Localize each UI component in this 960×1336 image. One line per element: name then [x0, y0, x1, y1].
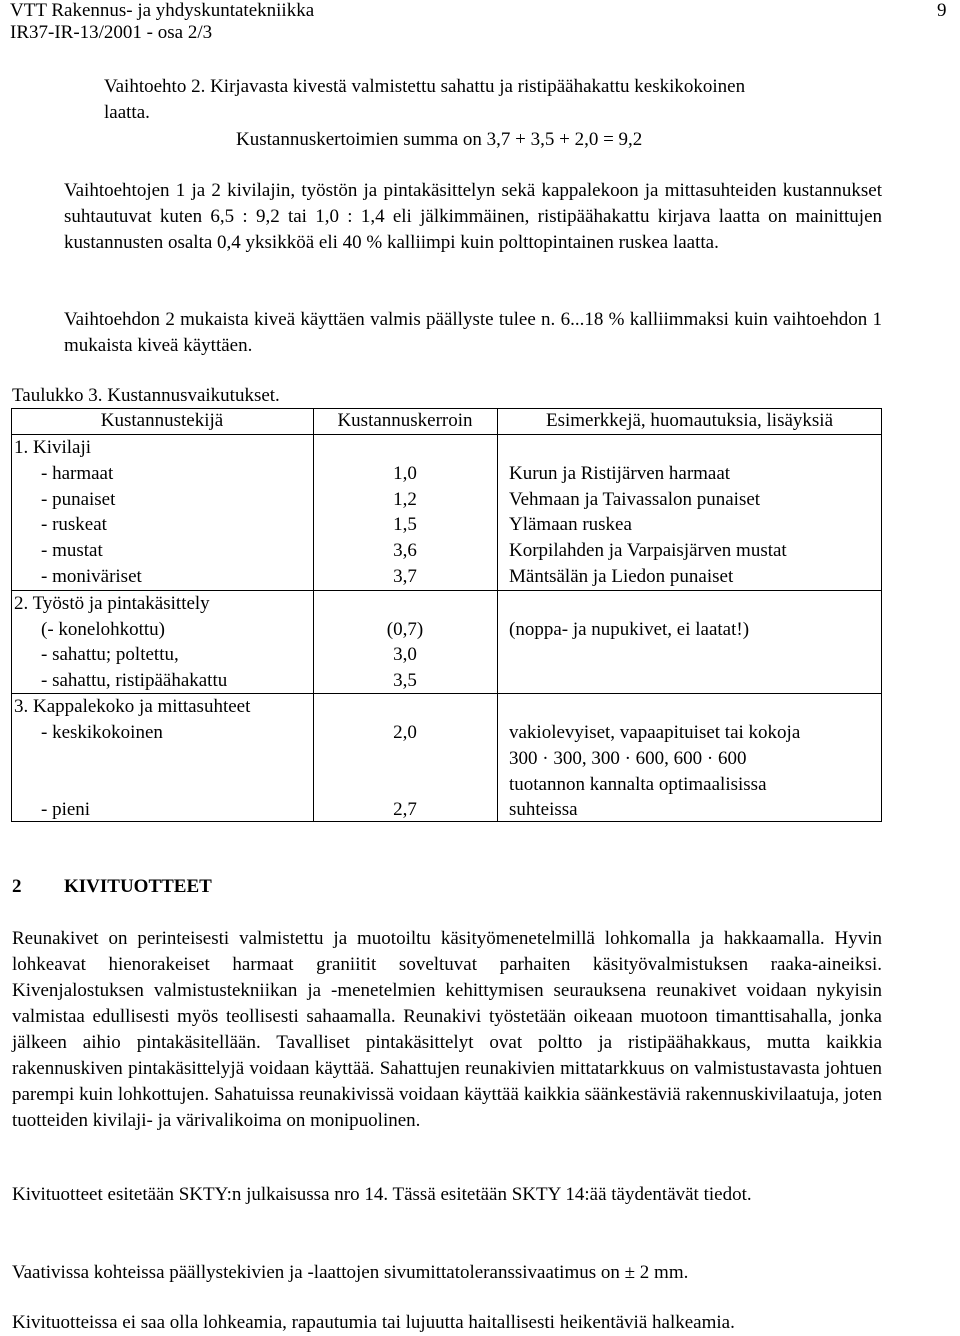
table-header-examples: Esimerkkejä, huomautuksia, lisäyksiä [545, 410, 834, 431]
section-paragraph-edge-stones: Reunakivet on perinteisesti valmistettu ja muotoiltu käsityömenetelmillä lohkomalla ja hakkaamalla. Hyvin lohkeavat hienorakeiset harmaat graniitit soveltuvat parhaiten käsityövalmistuksen raaka-aineiksi. Kivenjalostuksen valmistustekniikan ja -menetelmien kehittymisen seurauksena reunakivet voidaan nykyisin valmistaa edullisesti myös teollisesti sahaamalla. Reunakivi työstetään oikeaan muotoon timanttisahalla, jonka jälkeen aihio pintakäsitellään. Tavalliset pintakäsittelyt ovat poltto ja ristipäähakkaus, mutta kaikkia rakennuskiven pintakäsittelyjä voidaan käyttää. Sahattujen reunakivien mittatarkkuus on valmistustavasta johtuen parempi kuin lohkottujen. Sahatuissa reunakivissä voidaan käyttää kaikkia säänkestäviä rakennuskivilaatuja, joten tuotteiden kivilaji- ja värivalikoima on monipuolinen. [12, 928, 882, 1131]
table-cell-factor: (- konelohkottu) [41, 619, 166, 640]
table-cell-coefficient: 3,6 [393, 540, 417, 561]
table-cell-factor: - mustat [41, 540, 103, 561]
table-cell-factor: - sahattu, ristipäähakattu [41, 670, 228, 691]
section-paragraph-tolerance: Vaativissa kohteissa päällystekivien ja -laattojen sivumittatoleranssivaatimus on ± 2 mm. [12, 1262, 689, 1283]
table-cell-example: vakiolevyiset, vapaapituiset tai kokoja [509, 722, 801, 743]
section-title: KIVITUOTTEET [64, 876, 212, 897]
table-cell-coefficient: 3,0 [393, 644, 417, 665]
header-org: VTT Rakennus- ja yhdyskuntatekniikka [10, 0, 315, 21]
table-cell-factor: - punaiset [41, 489, 116, 510]
table-cell-factor: 2. Työstö ja pintakäsittely [14, 593, 210, 614]
table-header-factor: Kustannustekijä [100, 410, 224, 431]
table-cell-coefficient: 1,2 [393, 489, 417, 510]
table-cell-factor: - pieni [41, 799, 91, 820]
table-cell-example: tuotannon kannalta optimaalisissa [509, 774, 767, 795]
table-cell-example: Ylämaan ruskea [509, 514, 632, 535]
table-cell-factor: - moniväriset [41, 566, 142, 587]
alternative-cost-paragraph: Vaihtoehdon 2 mukaista kiveä käyttäen valmis päällyste tulee n. 6...18 % kalliimmaksi kuin vaihtoehdon 1 mukaista kiveä käyttäen. [64, 309, 882, 356]
table-cell-factor: - ruskeat [41, 514, 107, 535]
table-cell-coefficient: 2,7 [393, 799, 417, 820]
section-paragraph-defects: Kivituotteissa ei saa olla lohkeamia, rapautumia tai lujuutta haitallisesti heikentäviä halkeamia. [12, 1312, 735, 1333]
table-column-divider [497, 408, 498, 822]
page-number: 9 [937, 0, 947, 21]
header-report-id: IR37-IR-13/2001 - osa 2/3 [10, 22, 213, 43]
section-paragraph-skty: Kivituotteet esitetään SKTY:n julkaisussa nro 14. Tässä esitetään SKTY 14:ää täydentävät tiedot. [12, 1184, 752, 1205]
table-cell-factor: 3. Kappalekoko ja mittasuhteet [14, 696, 251, 717]
table-cell-example: Vehmaan ja Taivassalon punaiset [509, 489, 761, 510]
table-cell-factor: - keskikokoinen [41, 722, 163, 743]
table-caption: Taulukko 3. Kustannusvaikutukset. [12, 385, 280, 406]
table-cell-coefficient: 3,7 [393, 566, 417, 587]
table-cell-coefficient: (0,7) [386, 619, 424, 640]
table-cell-example: Kurun ja Ristijärven harmaat [509, 463, 731, 484]
table-cell-factor: - harmaat [41, 463, 114, 484]
table-cell-factor: - sahattu; poltettu, [41, 644, 179, 665]
table-cell-factor: 1. Kivilaji [14, 437, 92, 458]
table-header-coefficient: Kustannuskerroin [337, 410, 473, 431]
comparison-paragraph: Vaihtoehtojen 1 ja 2 kivilajin, työstön ja pintakäsittelyn sekä kappalekoon ja mittasuhteiden kustannukset suhtautuvat kuten 6,5 : 9,2 tai 1,0 : 1,4 eli jälkimmäinen, ristipäähakattu kirjava laatta on mainittujen kustannusten osalta 0,4 yksikköä eli 40 % kalliimpi kuin polttopintainen ruskea laatta. [64, 180, 882, 253]
alternative-2-line1: Vaihtoehto 2. Kirjavasta kivestä valmistettu sahattu ja ristipäähakattu keskikokoinen [104, 76, 746, 97]
table-cell-coefficient: 1,0 [393, 463, 417, 484]
table-cell-example: Mäntsälän ja Liedon punaiset [509, 566, 734, 587]
table-cell-example: 300 · 300, 300 · 600, 600 · 600 [509, 748, 747, 769]
cost-sum-line: Kustannuskertoimien summa on 3,7 + 3,5 + 2,0 = 9,2 [236, 129, 643, 150]
table-cell-coefficient: 3,5 [393, 670, 417, 691]
alternative-2-line2: laatta. [104, 102, 150, 123]
section-number: 2 [12, 876, 22, 897]
table-cell-coefficient: 2,0 [393, 722, 417, 743]
table-header-divider [11, 434, 882, 435]
table-cell-example: suhteissa [509, 799, 578, 820]
table-cell-example: (noppa- ja nupukivet, ei laatat!) [509, 619, 750, 640]
table-cell-example: Korpilahden ja Varpaisjärven mustat [509, 540, 787, 561]
table-cell-coefficient: 1,5 [393, 514, 417, 535]
